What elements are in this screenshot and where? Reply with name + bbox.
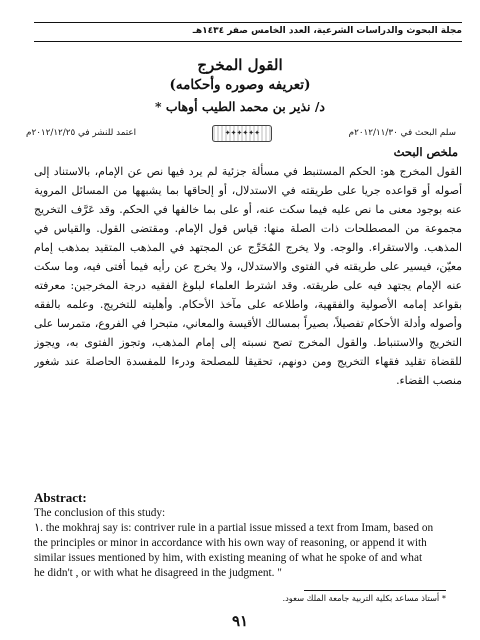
dates-row xyxy=(26,124,456,142)
arabic-summary: القول المخرج هو: الحكم المستنبط في مسألة جزئية لم يرد فيها نص عن الإمام، بالاستناد إلى أصوله أو قواعده جريا على طريقته في الاستدلال، أو إلحاقها بما يشبهها من المسائل المروية عنه بوجود معنى ما نص عليه فيما سكت عنه، أو على بما خالفها في الحكم. وقد عَرَّف التخريج مجموعة من المصطلحات ذات الصلة منها: قياس قول الإمام. ومقتضى القول. والقياس في المذهب. والاستقراء. والوجه. ولا يخرج المُخَرِّج عن المجتهد في المذهب المتقيد بمذهب إمام معيّن، فيسير على طريقته في الفتوى والاستدلال، ولا يخرج عن رأيه فيما أفتى فيه، وما سكت عنه الإمام يجتهد فيه على طريقته. وقد اشترط العلماء لبلوغ الفقيه درجة المخرجين: معرفته بقواعد إمامه الأصولية والفقهية، واطلاعه على مآخذ الأحكام. وأهليته للتخريج. وعلمه بالفقه وأصوله وأدلة الأحكام تفصيلاً، بصيراً بمسالك الأقيسة والمعاني، متبحرا في الفروع، متمرسا على التخريج والاستنباط. والقول المخرج تصح نسبته إلى إمام المذهب، وتجوز الفتوى به، ويجوز للقضاة تقليد فقهاء التخريج ومن دونهم، تحقيقا للمصلحة ودرءا للمفسدة الحاصلة عند شغور منصب القضاء. xyxy=(34,165,462,387)
accepted-date: اعتمد للنشر في ٢٠١٢/١٢/٢٥م xyxy=(26,128,137,138)
abstract-body xyxy=(34,506,434,581)
article-subtitle: (تعريفه وصوره وأحكامه) xyxy=(169,77,311,93)
summary-heading: ملخص البحث xyxy=(393,145,458,159)
received-date: سلم البحث في ٢٠١٢/١١/٣٠م xyxy=(348,128,456,138)
footnote-divider xyxy=(304,590,446,591)
journal-seal-icon: ✦✦✦✦✦✦ xyxy=(212,125,272,142)
abstract-intro: The conclusion of this study: xyxy=(34,507,166,519)
abstract-text: ١. the mokhraj say is: contriver rule in a partial issue missed a text from Imam, based on the principles or minor in accordance with his own way of reasoning, or append it with similar issues mentioned by him, with existing meaning of what he spoke of and what he didn't , or with what he disagreed in the judgment. " xyxy=(34,522,434,579)
author-name: د/ نذير بن محمد الطيب أوهاب * xyxy=(154,99,325,114)
journal-header: مجلة البحوث والدراسات الشرعية، العدد الخامس صفر ١٤٣٤هـ xyxy=(192,26,462,36)
article-title: القول المخرج xyxy=(197,56,283,74)
abstract-heading: Abstract: xyxy=(34,490,87,505)
page-number: ٩١ xyxy=(231,612,249,630)
footnote: * أستاذ مساعد بكلية التربية جامعة الملك سعود. xyxy=(282,593,446,603)
